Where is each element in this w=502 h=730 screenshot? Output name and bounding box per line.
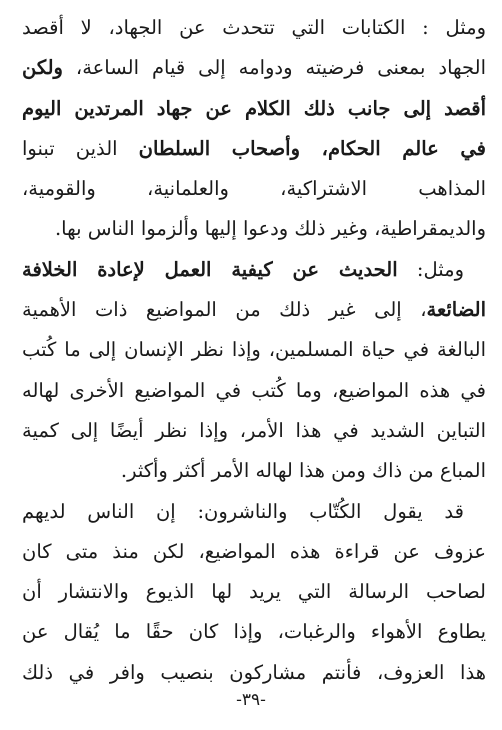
bold-text-run: في عالم الحكام، وأصحاب السلطان	[138, 136, 486, 160]
text-run: ومثل:	[397, 257, 464, 281]
text-run: ، إلى غير ذلك من المواضيع ذات الأهمية	[22, 298, 427, 322]
bold-text-run: الضائعة	[426, 298, 486, 322]
text-run: الجهاد بمعنى فرضيته ودوامه إلى قيام الساعة،	[62, 56, 486, 80]
text-line	[22, 209, 486, 249]
text-line	[22, 89, 486, 129]
text-line	[22, 250, 486, 290]
text-line	[22, 330, 486, 370]
text-run: ومثل : الكتابات التي تتحدث عن الجهاد، لا أقصد	[22, 16, 486, 39]
text-line	[22, 371, 486, 411]
bold-text-run: أقصد إلى جانب ذلك الكلام عن جهاد المرتدين اليوم	[22, 96, 486, 120]
page-number: -٣٩-	[236, 690, 266, 710]
text-run: التباين الشديد في هذا الأمر، وإذا نظر أيضًا إلى كمية	[22, 418, 486, 442]
text-line	[22, 532, 486, 572]
text-line	[22, 8, 486, 48]
text-run: المباع من ذاك ومن هذا لهاله الأمر أكثر وأكثر.	[120, 459, 486, 483]
text-line	[22, 411, 486, 451]
text-run: لصاحب الرسالة التي يريد لها الذيوع والانتشار أن	[22, 580, 486, 604]
text-line	[22, 129, 486, 169]
bold-text-run: الحديث عن كيفية العمل لإعادة الخلافة	[22, 257, 398, 281]
text-run: هذا العزوف، فأنتم مشاركون بنصيب وافر في ذلك	[22, 660, 486, 684]
text-run: المذاهب الاشتراكية، والعلمانية، والقومية،	[22, 177, 486, 201]
text-run: البالغة في حياة المسلمين، وإذا نظر الإنسان إلى ما كُتب	[22, 338, 486, 362]
text-line	[22, 169, 486, 209]
text-line	[22, 290, 486, 330]
text-run: يطاوع الأهواء والرغبات، وإذا كان حقًا ما يُقال عن	[22, 620, 486, 644]
text-line	[22, 612, 486, 652]
body-text	[22, 8, 486, 693]
text-run: عزوف عن قراءة هذه المواضيع، لكن منذ متى كان	[22, 539, 486, 563]
text-line	[22, 451, 486, 491]
text-run: الذين تبنوا	[22, 136, 139, 160]
text-run: والديمقراطية، وغير ذلك ودعوا إليها وألزموا الناس بها.	[54, 217, 486, 241]
bold-text-run: ولكن	[22, 56, 63, 80]
text-run: في هذه المواضيع، وما كُتب في المواضيع الأخرى لهاله	[22, 378, 486, 402]
text-run: قد يقول الكُتّاب والناشرون: إن الناس لديهم	[22, 499, 464, 523]
text-line	[22, 492, 486, 532]
text-line	[22, 653, 486, 693]
text-line	[22, 48, 486, 88]
text-line	[22, 572, 486, 612]
